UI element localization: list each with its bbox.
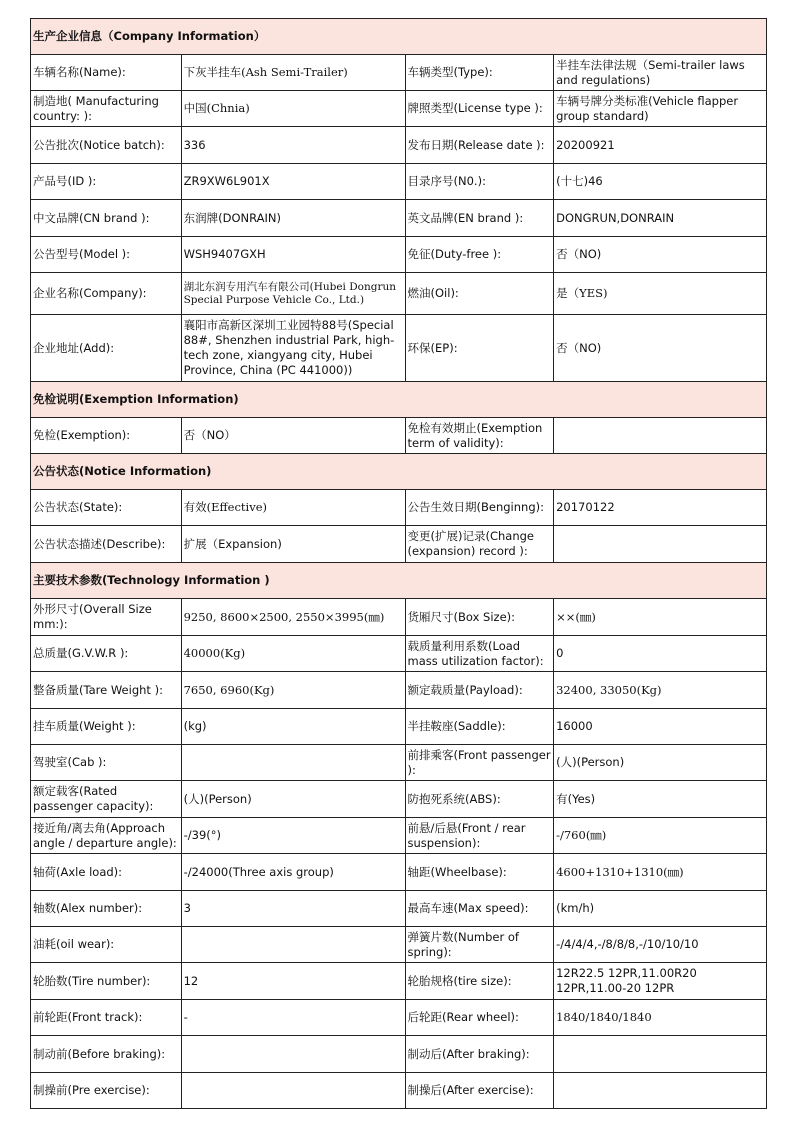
dutyfree-label: 免征(Duty-free ): <box>405 237 554 273</box>
oil-label: 燃油(Oil): <box>405 273 554 315</box>
batch-label: 公告批次(Notice batch): <box>31 127 182 164</box>
before-braking-value <box>181 1036 405 1073</box>
type-label: 车辆类型(Type): <box>405 55 554 91</box>
axle-load-value: -/24000(Three axis group) <box>181 854 405 891</box>
box-label: 货厢尺寸(Box Size): <box>405 599 554 636</box>
max-speed-value: (km/h) <box>554 891 767 927</box>
size-value: 9250, 8600×2500, 2550×3995(㎜) <box>181 599 405 636</box>
front-passenger-value: (人)(Person) <box>554 745 767 781</box>
rear-wheel-value: 1840/1840/1840 <box>554 1000 767 1036</box>
id-value: ZR9XW6L901X <box>181 164 405 200</box>
size-label: 外形尺寸(Overall Size mm:): <box>31 599 182 636</box>
ep-label: 环保(EP): <box>405 315 554 382</box>
cab-label: 驾驶室(Cab ): <box>31 745 182 781</box>
tire-number-value: 12 <box>181 963 405 1000</box>
after-exercise-value <box>554 1073 767 1109</box>
exemption-term-label: 免检有效期止(Exemption term of validity): <box>405 418 554 454</box>
company-label: 企业名称(Company): <box>31 273 182 315</box>
spec-table <box>30 18 767 1109</box>
front-track-value: - <box>181 1000 405 1036</box>
section-exemption-header: 免检说明(Exemption Information) <box>31 382 767 418</box>
spring-label: 弹簧片数(Number of spring): <box>405 927 554 963</box>
pre-exercise-label: 制操前(Pre exercise): <box>31 1073 182 1109</box>
payload-value: 32400, 33050(Kg) <box>554 672 767 709</box>
axle-load-label: 轴荷(Axle load): <box>31 854 182 891</box>
before-braking-label: 制动前(Before braking): <box>31 1036 182 1073</box>
front-passenger-label: 前排乘客(Front passenger ): <box>405 745 554 781</box>
describe-label: 公告状态描述(Describe): <box>31 526 182 563</box>
abs-value: 有(Yes) <box>554 781 767 818</box>
tire-size-value: 12R22.5 12PR,11.00R20 12PR,11.00-20 12PR <box>554 963 767 1000</box>
weight-label: 挂车质量(Weight ): <box>31 709 182 745</box>
catalog-value: (十七)46 <box>554 164 767 200</box>
begin-value: 20170122 <box>554 490 767 526</box>
company-value: 湖北东润专用汽车有限公司(Hubei Dongrun Special Purpose Vehicle Co., Ltd.) <box>181 273 405 315</box>
section-technology-header: 主要技术参数(Technology Information ) <box>31 563 767 599</box>
max-speed-label: 最高车速(Max speed): <box>405 891 554 927</box>
oil-wear-label: 油耗(oil wear): <box>31 927 182 963</box>
oil-value: 是（YES) <box>554 273 767 315</box>
release-value: 20200921 <box>554 127 767 164</box>
after-braking-value <box>554 1036 767 1073</box>
license-value: 车辆号牌分类标准(Vehicle flapper group standard) <box>554 91 767 127</box>
change-label: 变更(扩展)记录(Change (expansion) record ): <box>405 526 554 563</box>
loadfactor-label: 载质量利用系数(Load mass utilization factor): <box>405 636 554 672</box>
enbrand-label: 英文品牌(EN brand ): <box>405 200 554 237</box>
mfg-value: 中国(Chnia) <box>181 91 405 127</box>
id-label: 产品号(ID ): <box>31 164 182 200</box>
rated-passenger-value: (人)(Person) <box>181 781 405 818</box>
tire-size-label: 轮胎规格(tire size): <box>405 963 554 1000</box>
saddle-value: 16000 <box>554 709 767 745</box>
tare-value: 7650, 6960(Kg) <box>181 672 405 709</box>
rear-wheel-label: 后轮距(Rear wheel): <box>405 1000 554 1036</box>
catalog-label: 目录序号(N0.): <box>405 164 554 200</box>
exemption-label: 免检(Exemption): <box>31 418 182 454</box>
tire-number-label: 轮胎数(Tire number): <box>31 963 182 1000</box>
batch-value: 336 <box>181 127 405 164</box>
axle-number-label: 轴数(Alex number): <box>31 891 182 927</box>
state-value: 有效(Effective) <box>181 490 405 526</box>
section-notice-header: 公告状态(Notice Information) <box>31 454 767 490</box>
weight-value: (kg) <box>181 709 405 745</box>
mfg-label: 制造地( Manufacturing country: ): <box>31 91 182 127</box>
oil-wear-value <box>181 927 405 963</box>
tare-label: 整备质量(Tare Weight ): <box>31 672 182 709</box>
suspension-value: -/760(㎜) <box>554 818 767 854</box>
enbrand-value: DONGRUN,DONRAIN <box>554 200 767 237</box>
model-value: WSH9407GXH <box>181 237 405 273</box>
cnbrand-label: 中文品牌(CN brand ): <box>31 200 182 237</box>
cab-value <box>181 745 405 781</box>
box-value: ××(㎜) <box>554 599 767 636</box>
angle-value: -/39(°) <box>181 818 405 854</box>
wheelbase-value: 4600+1310+1310(㎜) <box>554 854 767 891</box>
pre-exercise-value <box>181 1073 405 1109</box>
gvwr-value: 40000(Kg) <box>181 636 405 672</box>
rated-passenger-label: 额定载客(Rated passenger capacity): <box>31 781 182 818</box>
model-label: 公告型号(Model ): <box>31 237 182 273</box>
spring-value: -/4/4/4,-/8/8/8,-/10/10/10 <box>554 927 767 963</box>
suspension-label: 前悬/后悬(Front / rear suspension): <box>405 818 554 854</box>
dutyfree-value: 否（NO) <box>554 237 767 273</box>
license-label: 牌照类型(License type ): <box>405 91 554 127</box>
address-label: 企业地址(Add): <box>31 315 182 382</box>
axle-number-value: 3 <box>181 891 405 927</box>
after-exercise-label: 制操后(After exercise): <box>405 1073 554 1109</box>
release-label: 发布日期(Release date ): <box>405 127 554 164</box>
exemption-term-value <box>554 418 767 454</box>
name-value: 下灰半挂车(Ash Semi-Trailer) <box>181 55 405 91</box>
section-company-header: 生产企业信息（Company Information） <box>31 19 767 55</box>
gvwr-label: 总质量(G.V.W.R ): <box>31 636 182 672</box>
front-track-label: 前轮距(Front track): <box>31 1000 182 1036</box>
payload-label: 额定载质量(Payload): <box>405 672 554 709</box>
state-label: 公告状态(State): <box>31 490 182 526</box>
saddle-label: 半挂鞍座(Saddle): <box>405 709 554 745</box>
describe-value: 扩展（Expansion) <box>181 526 405 563</box>
change-value <box>554 526 767 563</box>
cnbrand-value: 东润牌(DONRAIN) <box>181 200 405 237</box>
abs-label: 防抱死系统(ABS): <box>405 781 554 818</box>
ep-value: 否（NO) <box>554 315 767 382</box>
after-braking-label: 制动后(After braking): <box>405 1036 554 1073</box>
exemption-value: 否（NO） <box>181 418 405 454</box>
angle-label: 接近角/离去角(Approach angle / departure angle): <box>31 818 182 854</box>
wheelbase-label: 轴距(Wheelbase): <box>405 854 554 891</box>
type-value: 半挂车法律法规（Semi-trailer laws and regulations) <box>554 55 767 91</box>
loadfactor-value: 0 <box>554 636 767 672</box>
address-value: 襄阳市高新区深圳工业园特88号(Special 88#, Shenzhen industrial Park, high-tech zone, xiangyang city, Hubei Province, China (PC 441000)) <box>181 315 405 382</box>
name-label: 车辆名称(Name): <box>31 55 182 91</box>
begin-label: 公告生效日期(Benginng): <box>405 490 554 526</box>
